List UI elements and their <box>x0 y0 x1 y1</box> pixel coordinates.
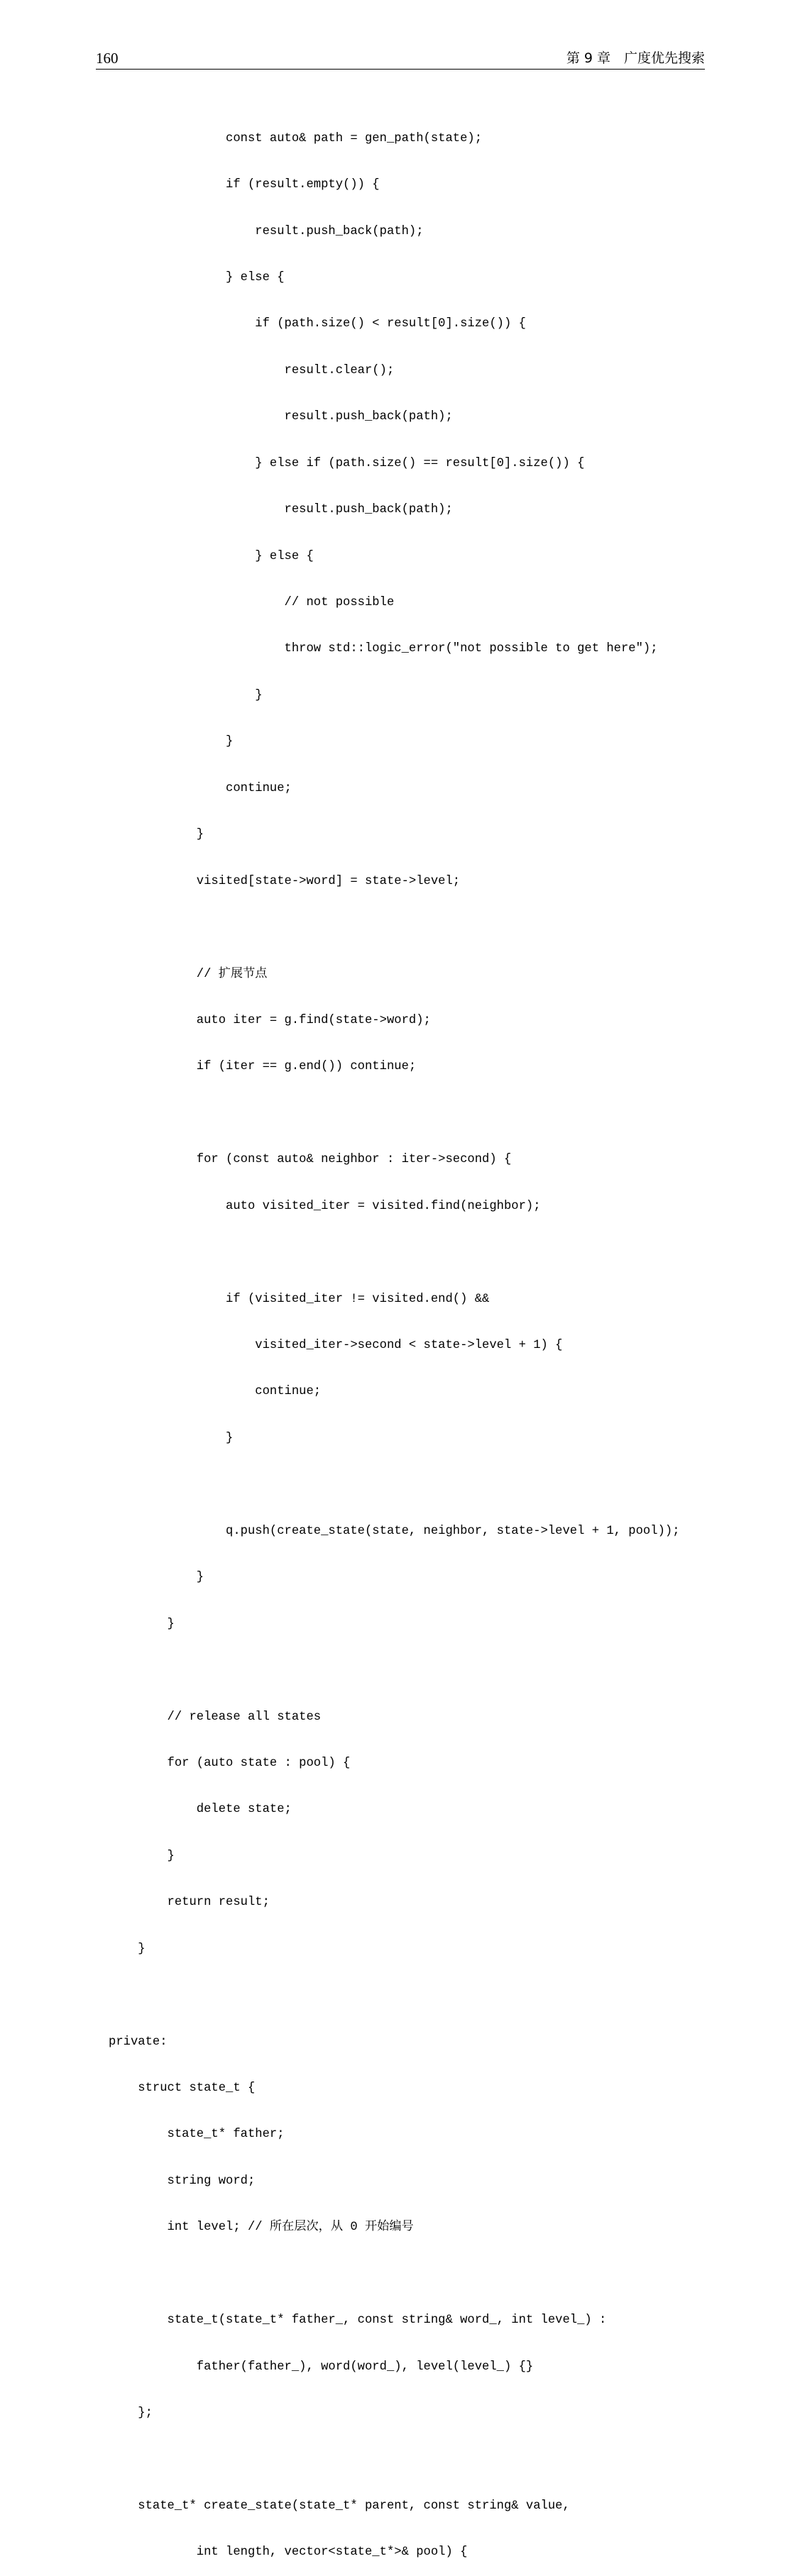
code-line: if (visited_iter != visited.end() && <box>109 1292 490 1306</box>
code-line: result.push_back(path); <box>109 224 424 238</box>
code-line: } <box>109 1942 146 1956</box>
code-line <box>109 1663 680 1679</box>
code-line: visited[state->word] = state->level; <box>109 874 461 888</box>
code-line: struct state_t { <box>109 2082 256 2095</box>
code-line: if (path.size() < result[0].size()) { <box>109 317 526 331</box>
code-line: } <box>109 735 234 749</box>
code-line: return result; <box>109 1896 270 1910</box>
code-line: state_t(state_t* father_, const string& word_, int level_) : <box>109 2314 607 2328</box>
code-line <box>109 2267 680 2282</box>
code-line: continue; <box>109 781 292 795</box>
code-line: private: <box>109 2035 168 2049</box>
code-line: } else { <box>109 270 285 284</box>
code-line: // release all states <box>109 1710 322 1724</box>
code-line <box>109 1245 680 1261</box>
chapter-header: 第 9 章 广度优先搜索 <box>566 50 705 66</box>
code-line: } <box>109 1849 175 1863</box>
code-line: if (iter == g.end()) continue; <box>109 1060 417 1074</box>
code-line: result.push_back(path); <box>109 503 453 517</box>
code-line: int level; // 所在层次，从 0 开始编号 <box>109 2221 414 2235</box>
code-line: } <box>109 828 204 842</box>
code-line: const auto& path = gen_path(state); <box>109 131 483 145</box>
code-line: } <box>109 1571 204 1585</box>
code-line: } else { <box>109 549 314 563</box>
code-line: auto visited_iter = visited.find(neighbor); <box>109 1199 541 1213</box>
code-line: visited_iter->second < state->level + 1) { <box>109 1339 563 1352</box>
code-line <box>109 1106 680 1122</box>
code-line: // not possible <box>109 596 395 609</box>
code-line: auto iter = g.find(state->word); <box>109 1013 431 1027</box>
code-line: if (result.empty()) { <box>109 178 380 192</box>
code-line: state_t* father; <box>109 2128 285 2142</box>
code-line: } else if (path.size() == result[0].size()) { <box>109 456 585 470</box>
code-line: } <box>109 688 263 702</box>
code-line: delete state; <box>109 1803 292 1817</box>
header-rule <box>96 69 705 70</box>
code-line: result.push_back(path); <box>109 410 453 424</box>
code-line <box>109 1477 680 1493</box>
code-line: string word; <box>109 2174 256 2188</box>
code-block <box>109 100 680 2576</box>
code-line: result.clear(); <box>109 363 395 377</box>
code-line: father(father_), word(word_), level(level_) {} <box>109 2360 534 2374</box>
code-line: q.push(create_state(state, neighbor, state->level + 1, pool)); <box>109 1524 680 1538</box>
code-line: int length, vector<state_t*>& pool) { <box>109 2545 468 2560</box>
code-line: throw std::logic_error("not possible to get here"); <box>109 642 658 656</box>
code-line: // 扩展节点 <box>109 967 268 981</box>
code-line: }; <box>109 2406 153 2421</box>
code-line: for (auto state : pool) { <box>109 1756 351 1770</box>
code-line: continue; <box>109 1385 322 1399</box>
code-line: for (const auto& neighbor : iter->second) { <box>109 1153 512 1167</box>
code-line: state_t* create_state(state_t* parent, const string& value, <box>109 2499 570 2513</box>
page-number: 160 <box>96 50 119 67</box>
code-line <box>109 1988 680 2003</box>
code-line <box>109 920 680 936</box>
code-line: } <box>109 1617 175 1631</box>
code-line: } <box>109 1431 234 1445</box>
code-line <box>109 2453 680 2468</box>
